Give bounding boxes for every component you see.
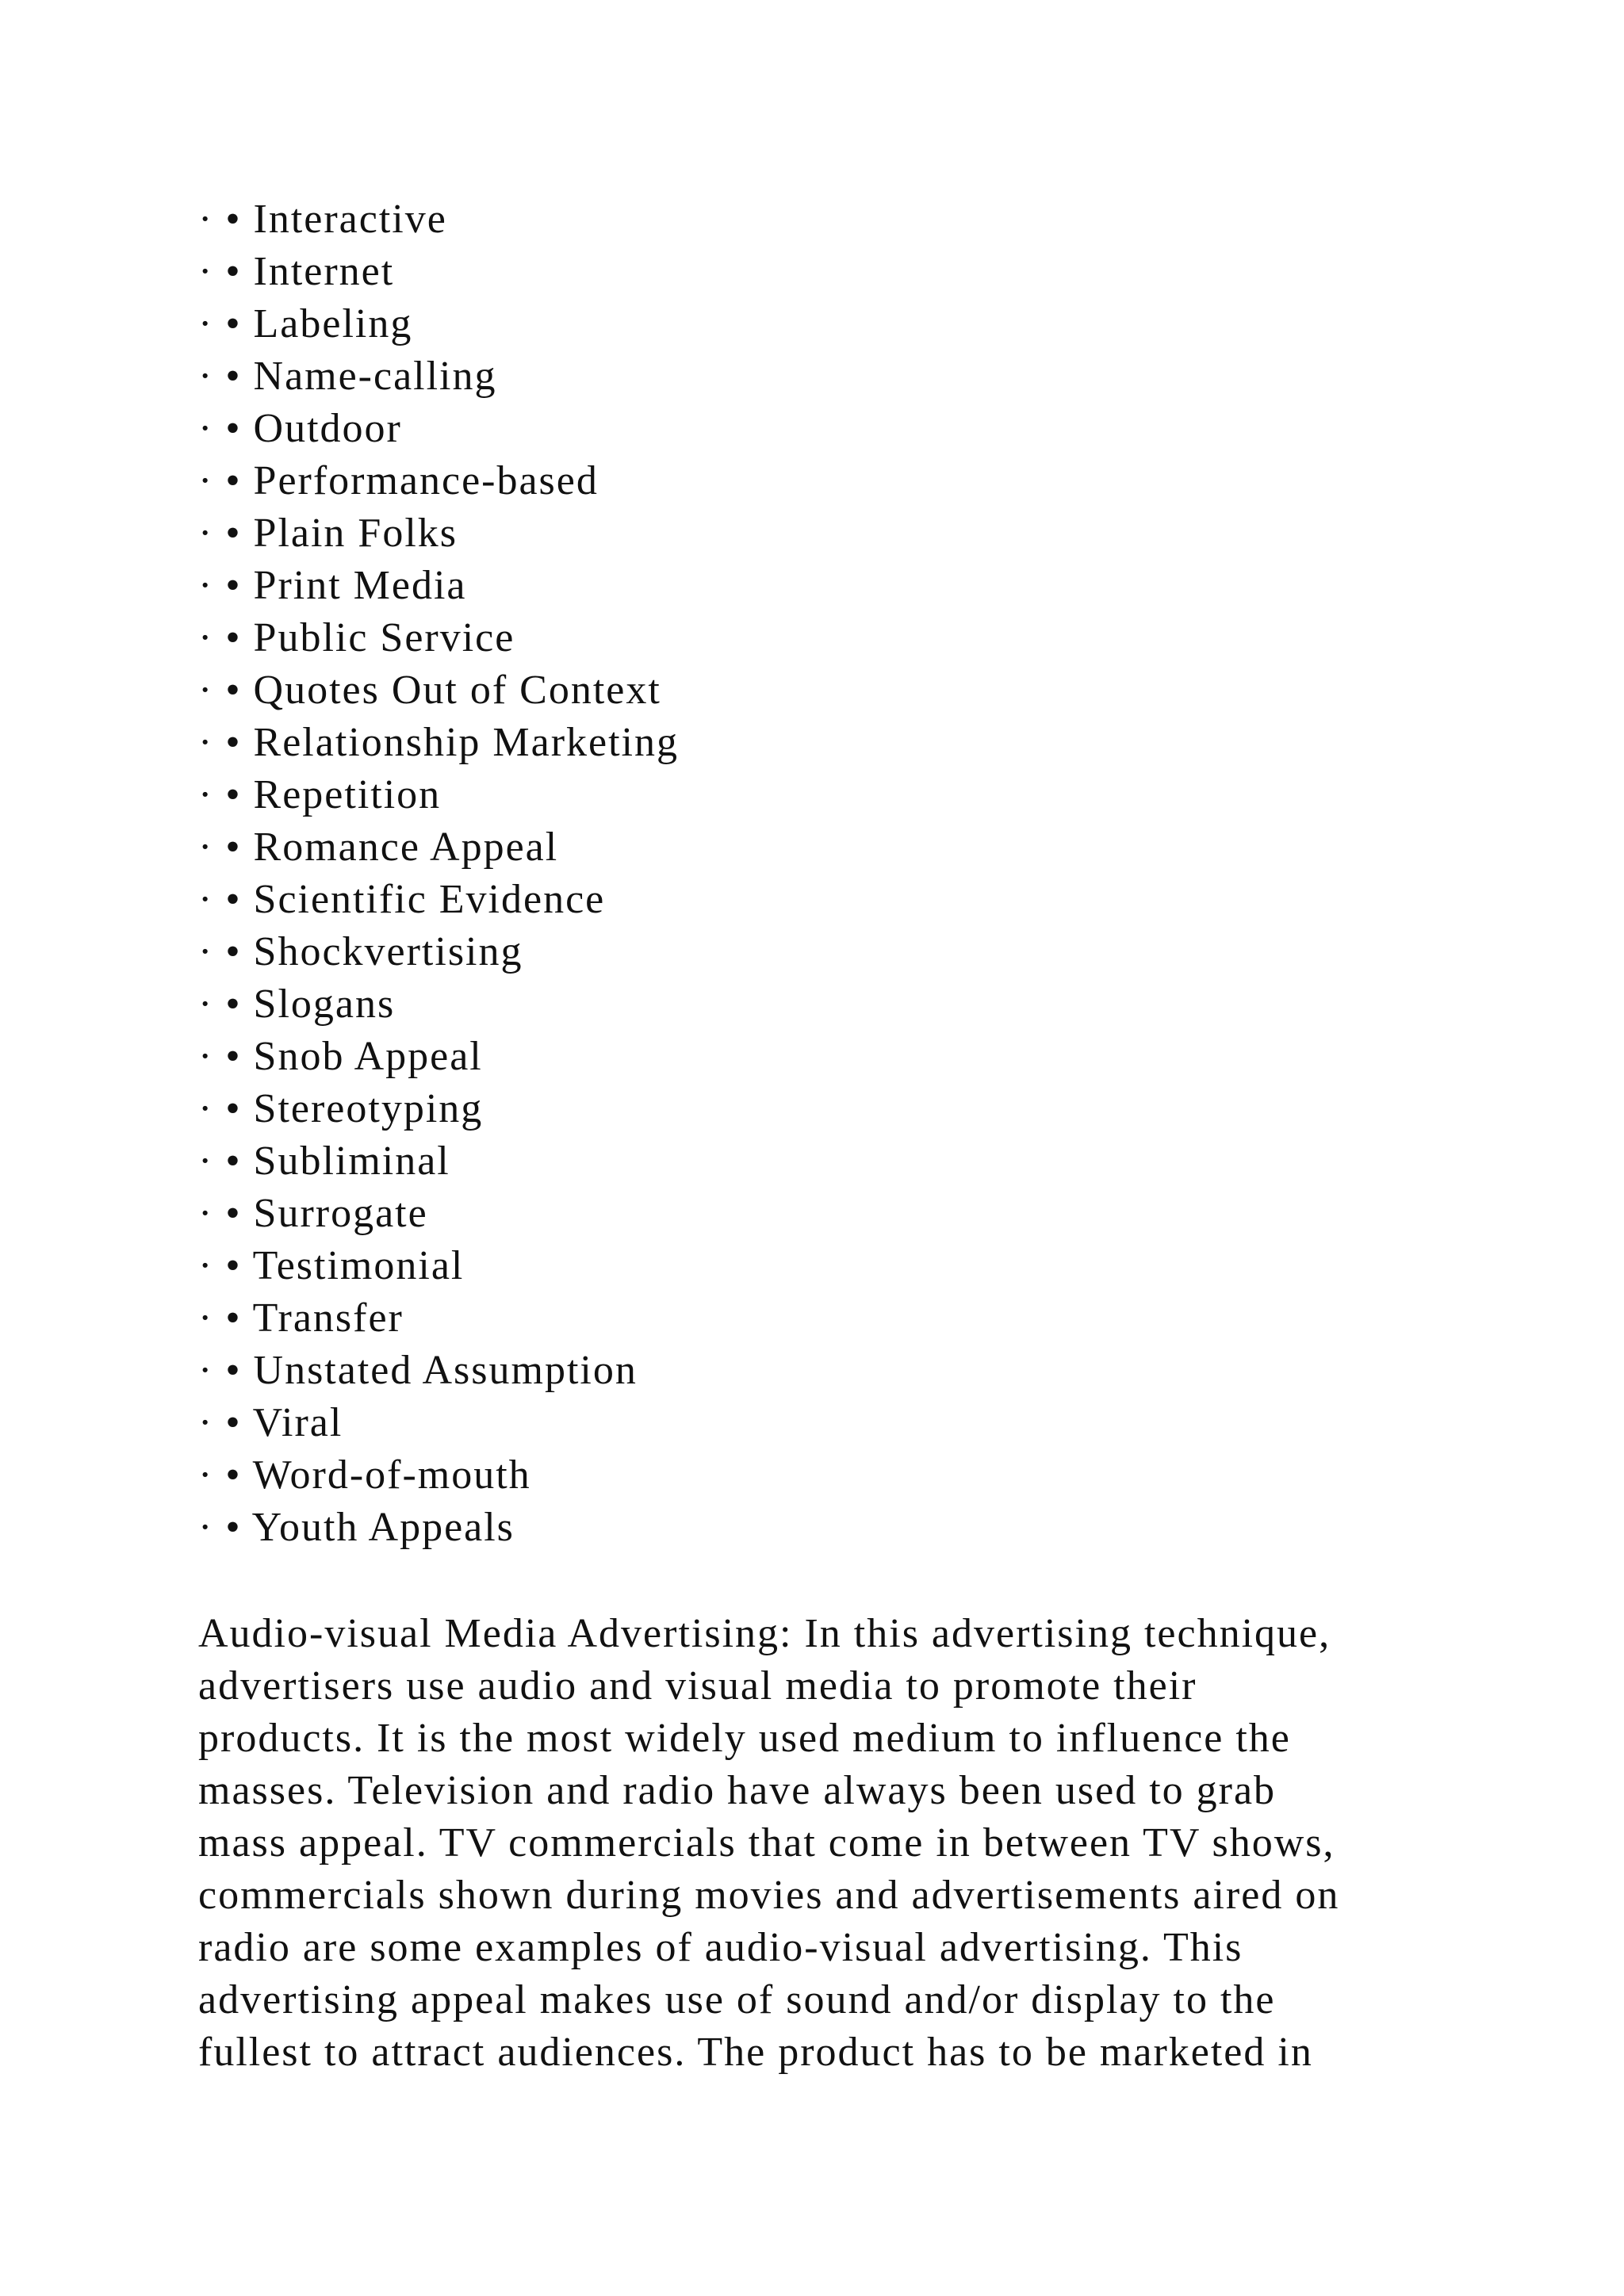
list-item: · • Labeling (198, 301, 413, 346)
paragraph-line: fullest to attract audiences. The product has to be marketed in (198, 2030, 1313, 2075)
list-item: · • Scientific Evidence (198, 877, 606, 922)
list-item: · • Youth Appeals (198, 1505, 515, 1550)
list-item: · • Interactive (198, 197, 447, 242)
list-item: · • Repetition (198, 772, 442, 817)
paragraph-line: Audio-visual Media Advertising: In this advertising technique, (198, 1611, 1331, 1656)
paragraph-line: radio are some examples of audio-visual advertising. This (198, 1925, 1243, 1970)
paragraph-line: masses. Television and radio have always been used to grab (198, 1768, 1277, 1813)
list-item: · • Relationship Marketing (198, 720, 679, 765)
list-item: · • Surrogate (198, 1191, 428, 1236)
paragraph-line: commercials shown during movies and advertisements aired on (198, 1873, 1340, 1918)
technique-list (198, 193, 679, 1554)
paragraph-line: advertising appeal makes use of sound and/or display to the (198, 1977, 1276, 2022)
list-item: · • Romance Appeal (198, 825, 559, 870)
list-item: · • Plain Folks (198, 511, 458, 556)
list-item: · • Performance-based (198, 458, 599, 503)
list-item: · • Stereotyping (198, 1086, 484, 1131)
list-item: · • Print Media (198, 563, 467, 608)
list-item: · • Unstated Assumption (198, 1348, 638, 1393)
list-item: · • Public Service (198, 615, 515, 660)
list-item: · • Snob Appeal (198, 1034, 483, 1079)
paragraph-line: mass appeal. TV commercials that come in between TV shows, (198, 1820, 1335, 1866)
list-item: · • Name-calling (198, 354, 497, 399)
list-item: · • Transfer (198, 1295, 404, 1341)
list-item: · • Subliminal (198, 1138, 450, 1184)
list-item: · • Slogans (198, 982, 396, 1027)
list-item: · • Word-of-mouth (198, 1452, 531, 1498)
list-item: · • Outdoor (198, 406, 402, 451)
list-item: · • Shockvertising (198, 929, 523, 974)
list-item: · • Quotes Out of Context (198, 668, 661, 713)
list-item: · • Internet (198, 249, 395, 294)
paragraph-line: products. It is the most widely used medium to influence the (198, 1716, 1291, 1761)
paragraph-line: advertisers use audio and visual media to promote their (198, 1663, 1197, 1709)
list-item: · • Viral (198, 1400, 343, 1445)
list-item: · • Testimonial (198, 1243, 465, 1288)
audio-visual-paragraph (198, 1608, 1499, 2079)
